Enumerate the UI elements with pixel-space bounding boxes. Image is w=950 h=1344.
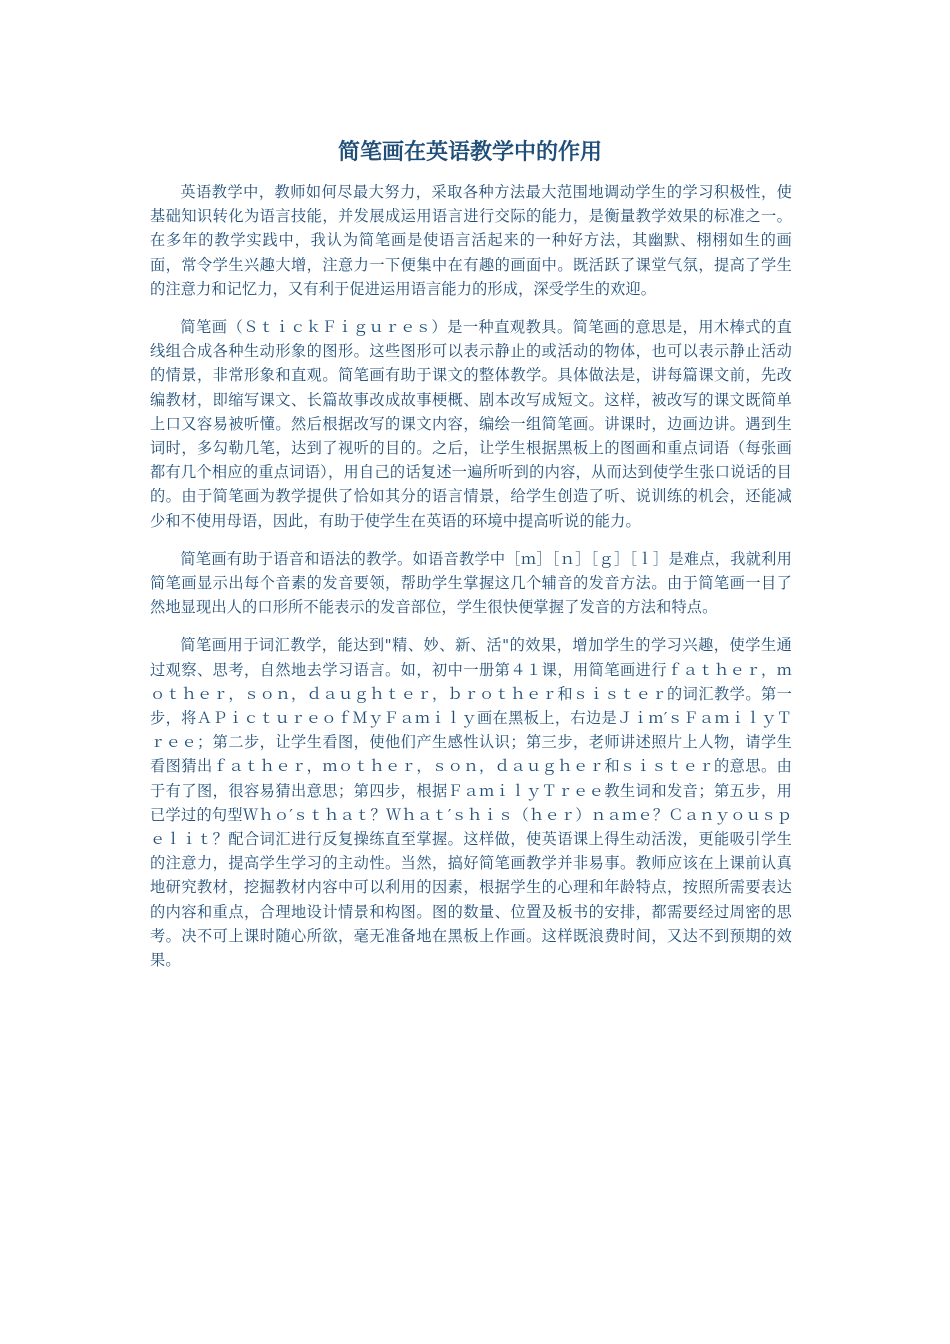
paragraph-stick-figures: 简笔画（ＳｔｉｃｋＦｉｇｕｒｅｓ）是一种直观教具。简笔画的意思是，用木棒式的直线组合成各种生动形象的图形。这些图形可以表示静止的或活动的物体，也可以表示静止活动的情景，非常形象和直观。简笔画有助于课文的整体教学。具体做法是，讲每篇课文前，先改编教材，即缩写课文、长篇故事改成故事梗概、剧本改写成短文。这样，被改写的课文既简单上口又容易被听懂。然后根据改写的课文内容，编绘一组简笔画。讲课时，边画边讲。遇到生词时，多勾勒几笔，达到了视听的目的。之后，让学生根据黑板上的图画和重点词语（每张画都有几个相应的重点词语），用自己的话复述一遍所听到的内容，从而达到使学生张口说话的目的。由于简笔画为教学提供了恰如其分的语言情景，给学生创造了听、说训练的机会，还能减少和不使用母语，因此，有助于使学生在英语的环境中提高听说的能力。 <box>150 318 792 530</box>
document-body <box>150 180 792 986</box>
paragraph-vocabulary: 简笔画用于词汇教学，能达到"精、妙、新、活"的效果，增加学生的学习兴趣，使学生通过观察、思考，自然地去学习语言。如，初中一册第４１课，用简笔画进行ｆａｔｈｅｒ，ｍｏｔｈｅｒ，ｓｏｎ，ｄａｕｇｈｔｅｒ，ｂｒｏｔｈｅｒ和ｓｉｓｔｅｒ的词汇教学。第一步，将ＡＰｉｃｔｕｒｅｏｆＭｙＦａｍｉｌｙ画在黑板上，右边是Ｊｉｍ′ｓＦａｍｉｌｙＴｒｅｅ；第二步，让学生看图，使他们产生感性认识；第三步，老师讲述照片上人物，请学生看图猜出ｆａｔｈｅｒ，ｍｏｔｈｅｒ，ｓｏｎ，ｄａｕｇｈｅｒ和ｓｉｓｔｅｒ的意思。由于有了图，很容易猜出意思；第四步，根据ＦａｍｉｌｙＴｒｅｅ教生词和发音；第五步，用已学过的句型Ｗｈｏ′ｓｔｈａｔ？Ｗｈａｔ′ｓｈｉｓ（ｈｅｒ）ｎａｍｅ？Ｃａｎｙｏｕｓｐｅｌｉｔ？配合词汇进行反复操练直至掌握。这样做，使英语课上得生动活泼，更能吸引学生的注意力，提高学生学习的主动性。当然，搞好简笔画教学并非易事。教师应该在上课前认真地研究教材，挖掘教材内容中可以利用的因素，根据学生的心理和年龄特点，按照所需要表达的内容和重点，合理地设计情景和构图。图的数量、位置及板书的安排，都需要经过周密的思考。决不可上课时随心所欲，毫无准备地在黑板上作画。这样既浪费时间，又达不到预期的效果。 <box>150 636 792 970</box>
paragraph-phonetics: 简笔画有助于语音和语法的教学。如语音教学中［ｍ］［ｎ］［ｇ］［ｌ］是难点，我就利用简笔画显示出每个音素的发音要领，帮助学生掌握这几个辅音的发音方法。由于简笔画一目了然地显现出人的口形所不能表示的发音部位，学生很快便掌握了发音的方法和特点。 <box>150 549 792 617</box>
paragraph-intro: 英语教学中，教师如何尽最大努力，采取各种方法最大范围地调动学生的学习积极性，使基础知识转化为语言技能，并发展成运用语言进行交际的能力，是衡量教学效果的标准之一。在多年的教学实践中，我认为简笔画是使语言活起来的一种好方法，其幽默、栩栩如生的画面，常令学生兴趣大增，注意力一下便集中在有趣的画面中。既活跃了课堂气氛，提高了学生的注意力和记忆力，又有利于促进运用语言能力的形成，深受学生的欢迎。 <box>150 183 792 298</box>
document-title: 简笔画在英语教学中的作用 <box>337 139 602 165</box>
